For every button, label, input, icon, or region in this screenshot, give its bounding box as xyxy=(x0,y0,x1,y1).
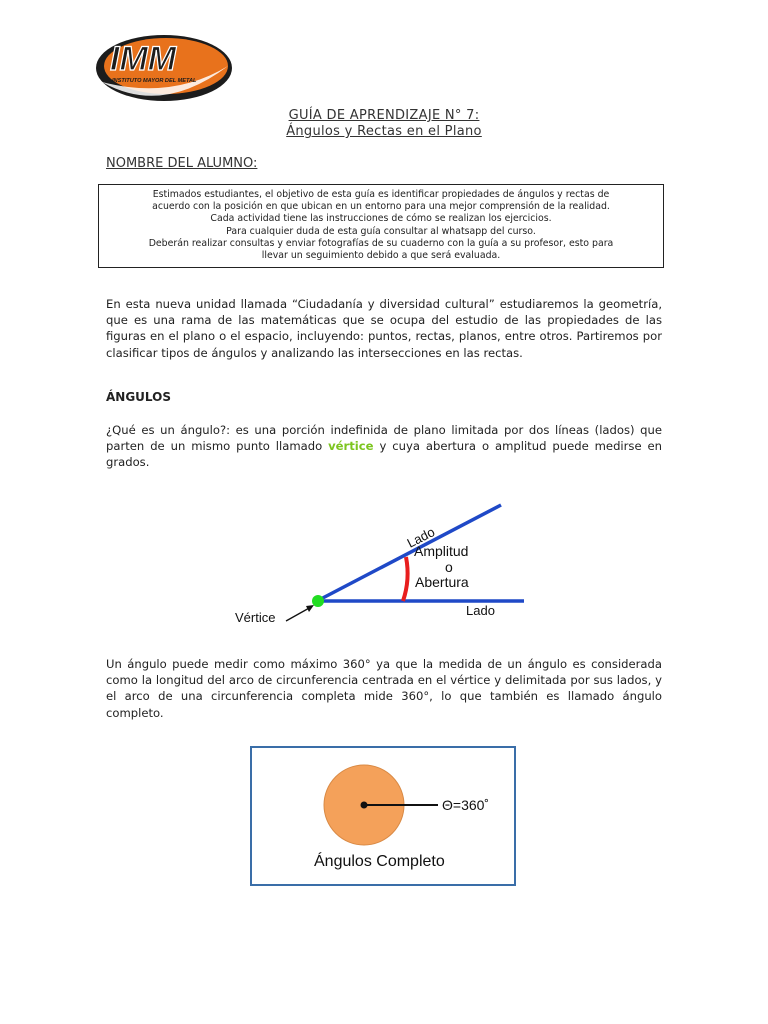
imm-logo xyxy=(92,26,234,106)
opening-label: Abertura xyxy=(415,574,469,590)
complete-angle-caption: Ángulos Completo xyxy=(314,853,445,870)
definition-text-end: y cuya abertura o amplitud puede medirse en grados. xyxy=(106,439,663,470)
definition-text-start: ¿Qué es un ángulo?: es una porción indefinida de plano limitada por dos líneas (lados) que parten de un mismo punto llamado xyxy=(106,423,662,454)
amplitude-arc xyxy=(403,557,408,601)
student-name-label: NOMBRE DEL ALUMNO: xyxy=(106,156,258,171)
instructions-line: Estimados estudiantes, el objetivo de esta guía es identificar propiedades de ángulos y rectas de xyxy=(152,189,610,200)
bottom-side-label: Lado xyxy=(466,603,495,618)
guide-title: GUÍA DE APRENDIZAJE N° 7: xyxy=(288,108,480,123)
angle-definition xyxy=(106,422,662,471)
theta-label: Θ=360˚ xyxy=(442,797,490,813)
center-dot xyxy=(361,802,368,809)
section-heading-angulos: ÁNGULOS xyxy=(106,390,171,404)
instructions-line: Para cualquier duda de esta guía consultar al whatsapp del curso. xyxy=(226,225,536,237)
top-side-line xyxy=(317,505,501,601)
instructions-box xyxy=(98,184,664,268)
vertex-arrow-line xyxy=(286,607,311,621)
vertex-label: Vértice xyxy=(235,610,276,625)
angle-diagram xyxy=(222,490,542,630)
instructions-line: Deberán realizar consultas y enviar fotografías de su cuaderno con la guía a su profesor, esto para xyxy=(148,237,614,249)
complete-angle-diagram xyxy=(250,746,516,886)
instructions-line: llevar un seguimiento debido a que será evaluada. xyxy=(261,250,501,262)
instructions-line: acuerdo con la posición en que ubican en un entorno para una mejor comprensión de la realidad. xyxy=(152,201,610,213)
top-side-label: Lado xyxy=(404,524,438,551)
instructions-line: Cada actividad tiene las instrucciones de cómo se realizan los ejercicios. xyxy=(210,213,552,225)
logo-institution: INSTITUTO MAYOR DEL METAL xyxy=(112,78,197,84)
amplitude-label: Amplitud xyxy=(414,543,469,559)
intro-paragraph: En esta nueva unidad llamada “Ciudadanía y diversidad cultural” estudiaremos la geometría, que es una rama de las matemáticas que se ocupa del estudio de las propiedades de las figuras en el plano o el espacio, incluyendo: puntos, rectas, planos, entre otros. Partiremos por clasificar tipos de ángulos y analizando las intersecciones en las rectas. xyxy=(106,297,662,360)
measure-paragraph: Un ángulo puede medir como máximo 360° ya que la medida de un ángulo es considerada como la longitud del arco de circunferencia centrada en el vértice y delimitada por sus lados, y el arco de una circunferencia completa mide 360°, lo que también es llamado ángulo completo. xyxy=(106,657,662,720)
vertex-highlight: vértice xyxy=(328,439,374,454)
guide-subtitle: Ángulos y Rectas en el Plano xyxy=(286,124,482,139)
logo-acronym: IMM xyxy=(110,40,177,78)
or-label: o xyxy=(445,559,453,575)
